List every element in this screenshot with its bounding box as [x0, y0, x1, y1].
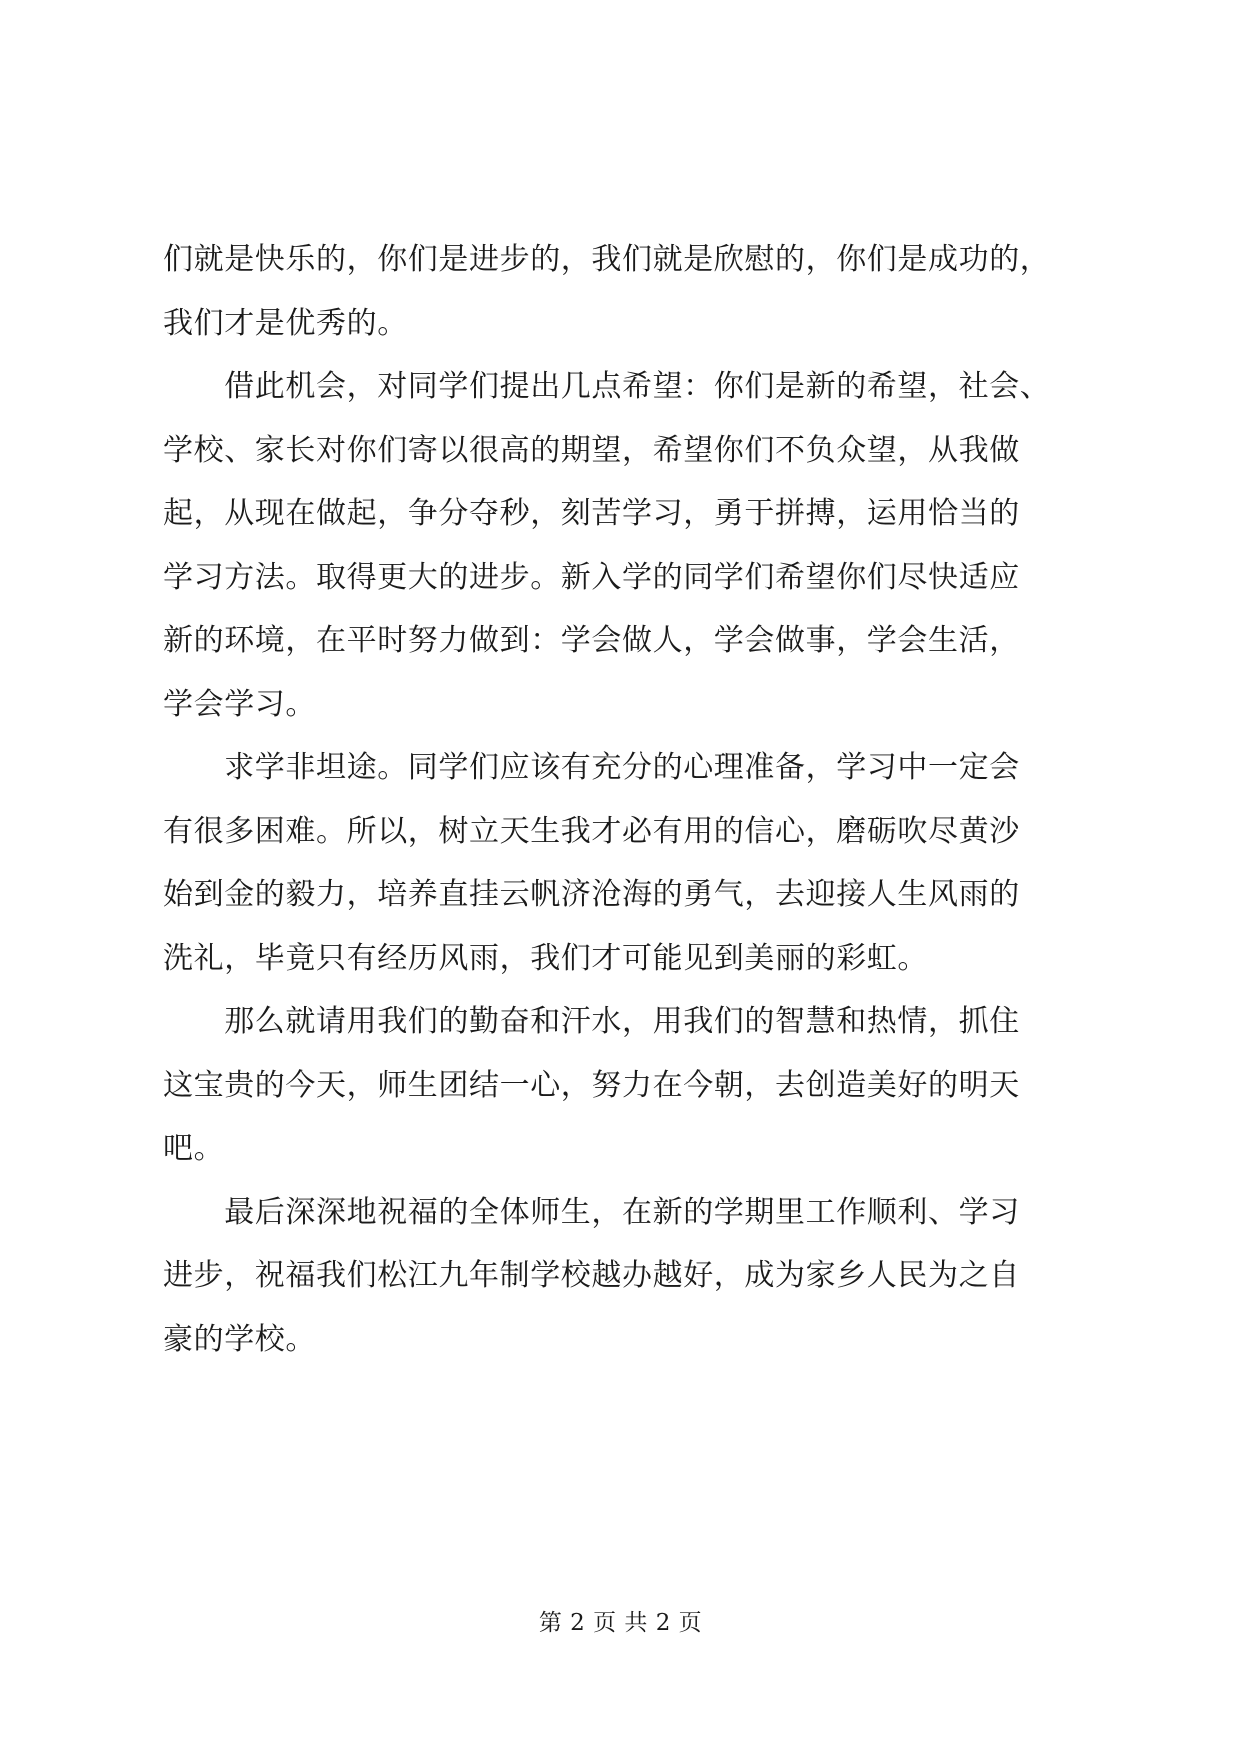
document-body: [163, 228, 1093, 1371]
text-line: 求学非坦途。同学们应该有充分的心理准备，学习中一定会: [163, 750, 1020, 785]
text-line: 学会学习。: [163, 686, 316, 722]
text-line: 始到金的毅力，培养直挂云帆济沧海的勇气，去迎接人生风雨的: [163, 877, 1020, 912]
text-line: 有很多困难。所以，树立天生我才必有用的信心，磨砺吹尽黄沙: [163, 813, 1020, 849]
text-line: 学习方法。取得更大的进步。新入学的同学们希望你们尽快适应: [163, 559, 1020, 595]
text-line: 豪的学校。: [163, 1321, 316, 1357]
text-line: 最后深深地祝福的全体师生，在新的学期里工作顺利、学习: [163, 1194, 1020, 1230]
text-line: 进步，祝福我们松江九年制学校越办越好，成为家乡人民为之自: [163, 1258, 1020, 1293]
text-line: 借此机会，对同学们提出几点希望：你们是新的希望，社会、: [163, 369, 1051, 404]
page-number-footer: 第 2 页 共 2 页: [538, 1610, 703, 1636]
text-line: 起，从现在做起，争分夺秒，刻苦学习，勇于拼搏，运用恰当的: [163, 496, 1020, 531]
text-line: 那么就请用我们的勤奋和汗水，用我们的智慧和热情，抓住: [163, 1004, 1020, 1039]
text-line: 吧。: [163, 1131, 225, 1166]
text-line: 这宝贵的今天，师生团结一心，努力在今朝，去创造美好的明天: [163, 1067, 1020, 1103]
text-line: 新的环境，在平时努力做到：学会做人，学会做事，学会生活，: [163, 623, 1020, 658]
text-line: 我们才是优秀的。: [163, 305, 408, 341]
text-line: 学校、家长对你们寄以很高的期望，希望你们不负众望，从我做: [163, 432, 1020, 468]
text-line: 洗礼，毕竟只有经历风雨，我们才可能见到美丽的彩虹。: [163, 940, 928, 976]
text-line: 们就是快乐的，你们是进步的，我们就是欣慰的，你们是成功的，: [163, 242, 1051, 277]
